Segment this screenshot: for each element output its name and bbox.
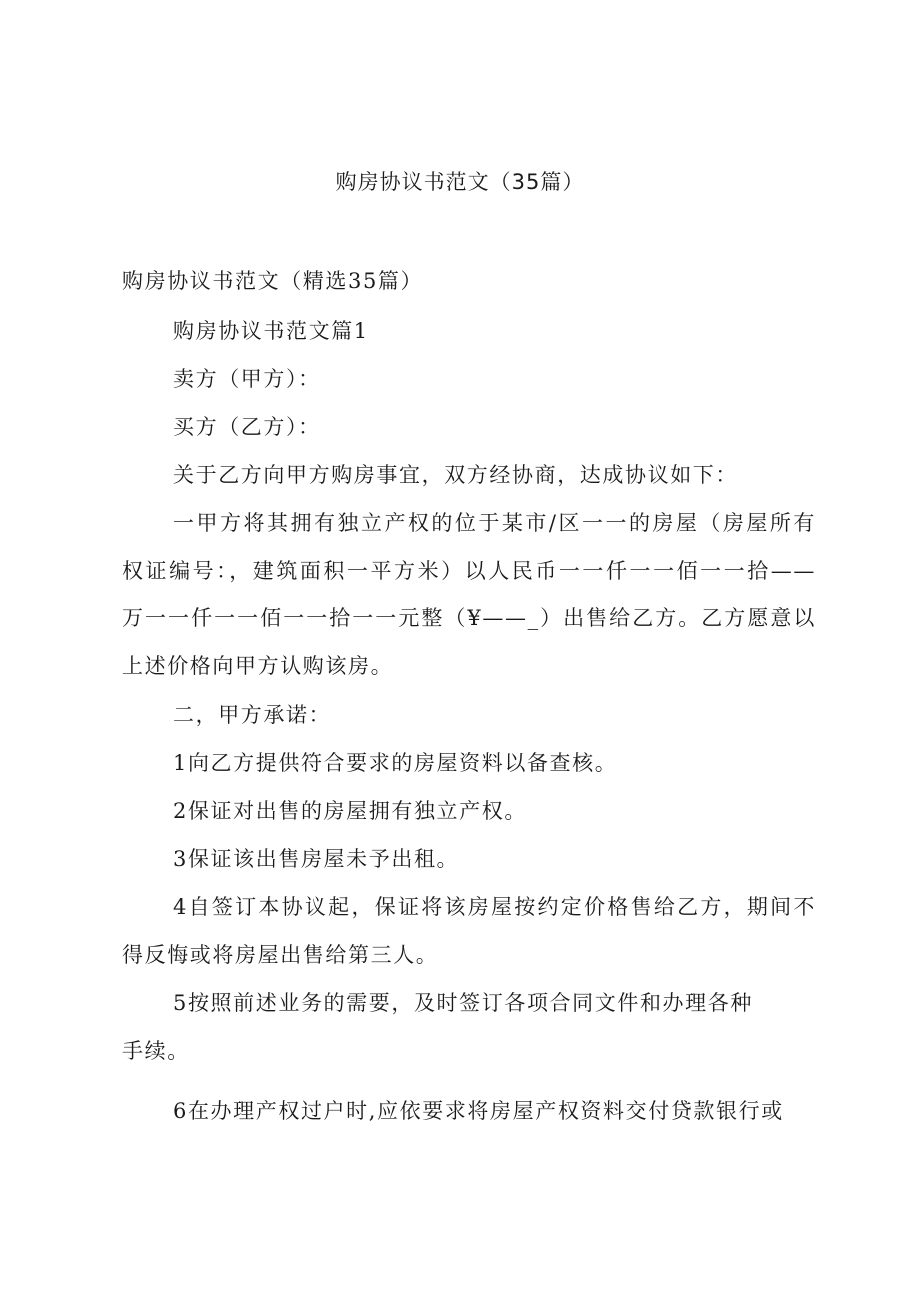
paragraph-line: 二，甲方承诺： <box>173 703 332 727</box>
paragraph-line: 一甲方将其拥有独立产权的位于某市/区一一的房屋（房屋所有 <box>173 511 816 535</box>
section-heading: 购房协议书范文篇1 <box>173 319 369 343</box>
list-item: 手续。 <box>122 1039 190 1063</box>
list-item: 4自签订本协议起，保证将该房屋按约定价格售给乙方，期间不 <box>173 895 816 919</box>
list-item: 6在办理产权过户时,应依要求将房屋产权资料交付贷款银行或 <box>173 1099 784 1123</box>
buyer-line: 买方（乙方）： <box>173 415 321 439</box>
paragraph-line: 关于乙方向甲方购房事宜，双方经协商，达成协议如下： <box>173 463 738 487</box>
subtitle-line: 购房协议书范文（精选35篇） <box>122 269 424 293</box>
list-item: 3保证该出售房屋未予出租。 <box>173 847 460 871</box>
list-item: 5按照前述业务的需要，及时签订各项合同文件和办理各种 <box>173 991 753 1015</box>
seller-line: 卖方（甲方）： <box>173 367 321 391</box>
paragraph-line: 权证编号：，建筑面积一平方米）以人民币一一仟一一佰一一拾—— <box>122 559 816 583</box>
list-item: 1向乙方提供符合要求的房屋资料以备查核。 <box>173 751 618 775</box>
paragraph-line: 上述价格向甲方认购该房。 <box>122 654 394 678</box>
paragraph-line: 万一一仟一一佰一一拾一一元整（¥——_）出售给乙方。乙方愿意以 <box>122 606 816 630</box>
list-item: 得反悔或将房屋出售给第三人。 <box>122 943 439 967</box>
list-item: 2保证对出售的房屋拥有独立产权。 <box>173 799 527 823</box>
document-title: 购房协议书范文（35篇） <box>335 170 585 194</box>
